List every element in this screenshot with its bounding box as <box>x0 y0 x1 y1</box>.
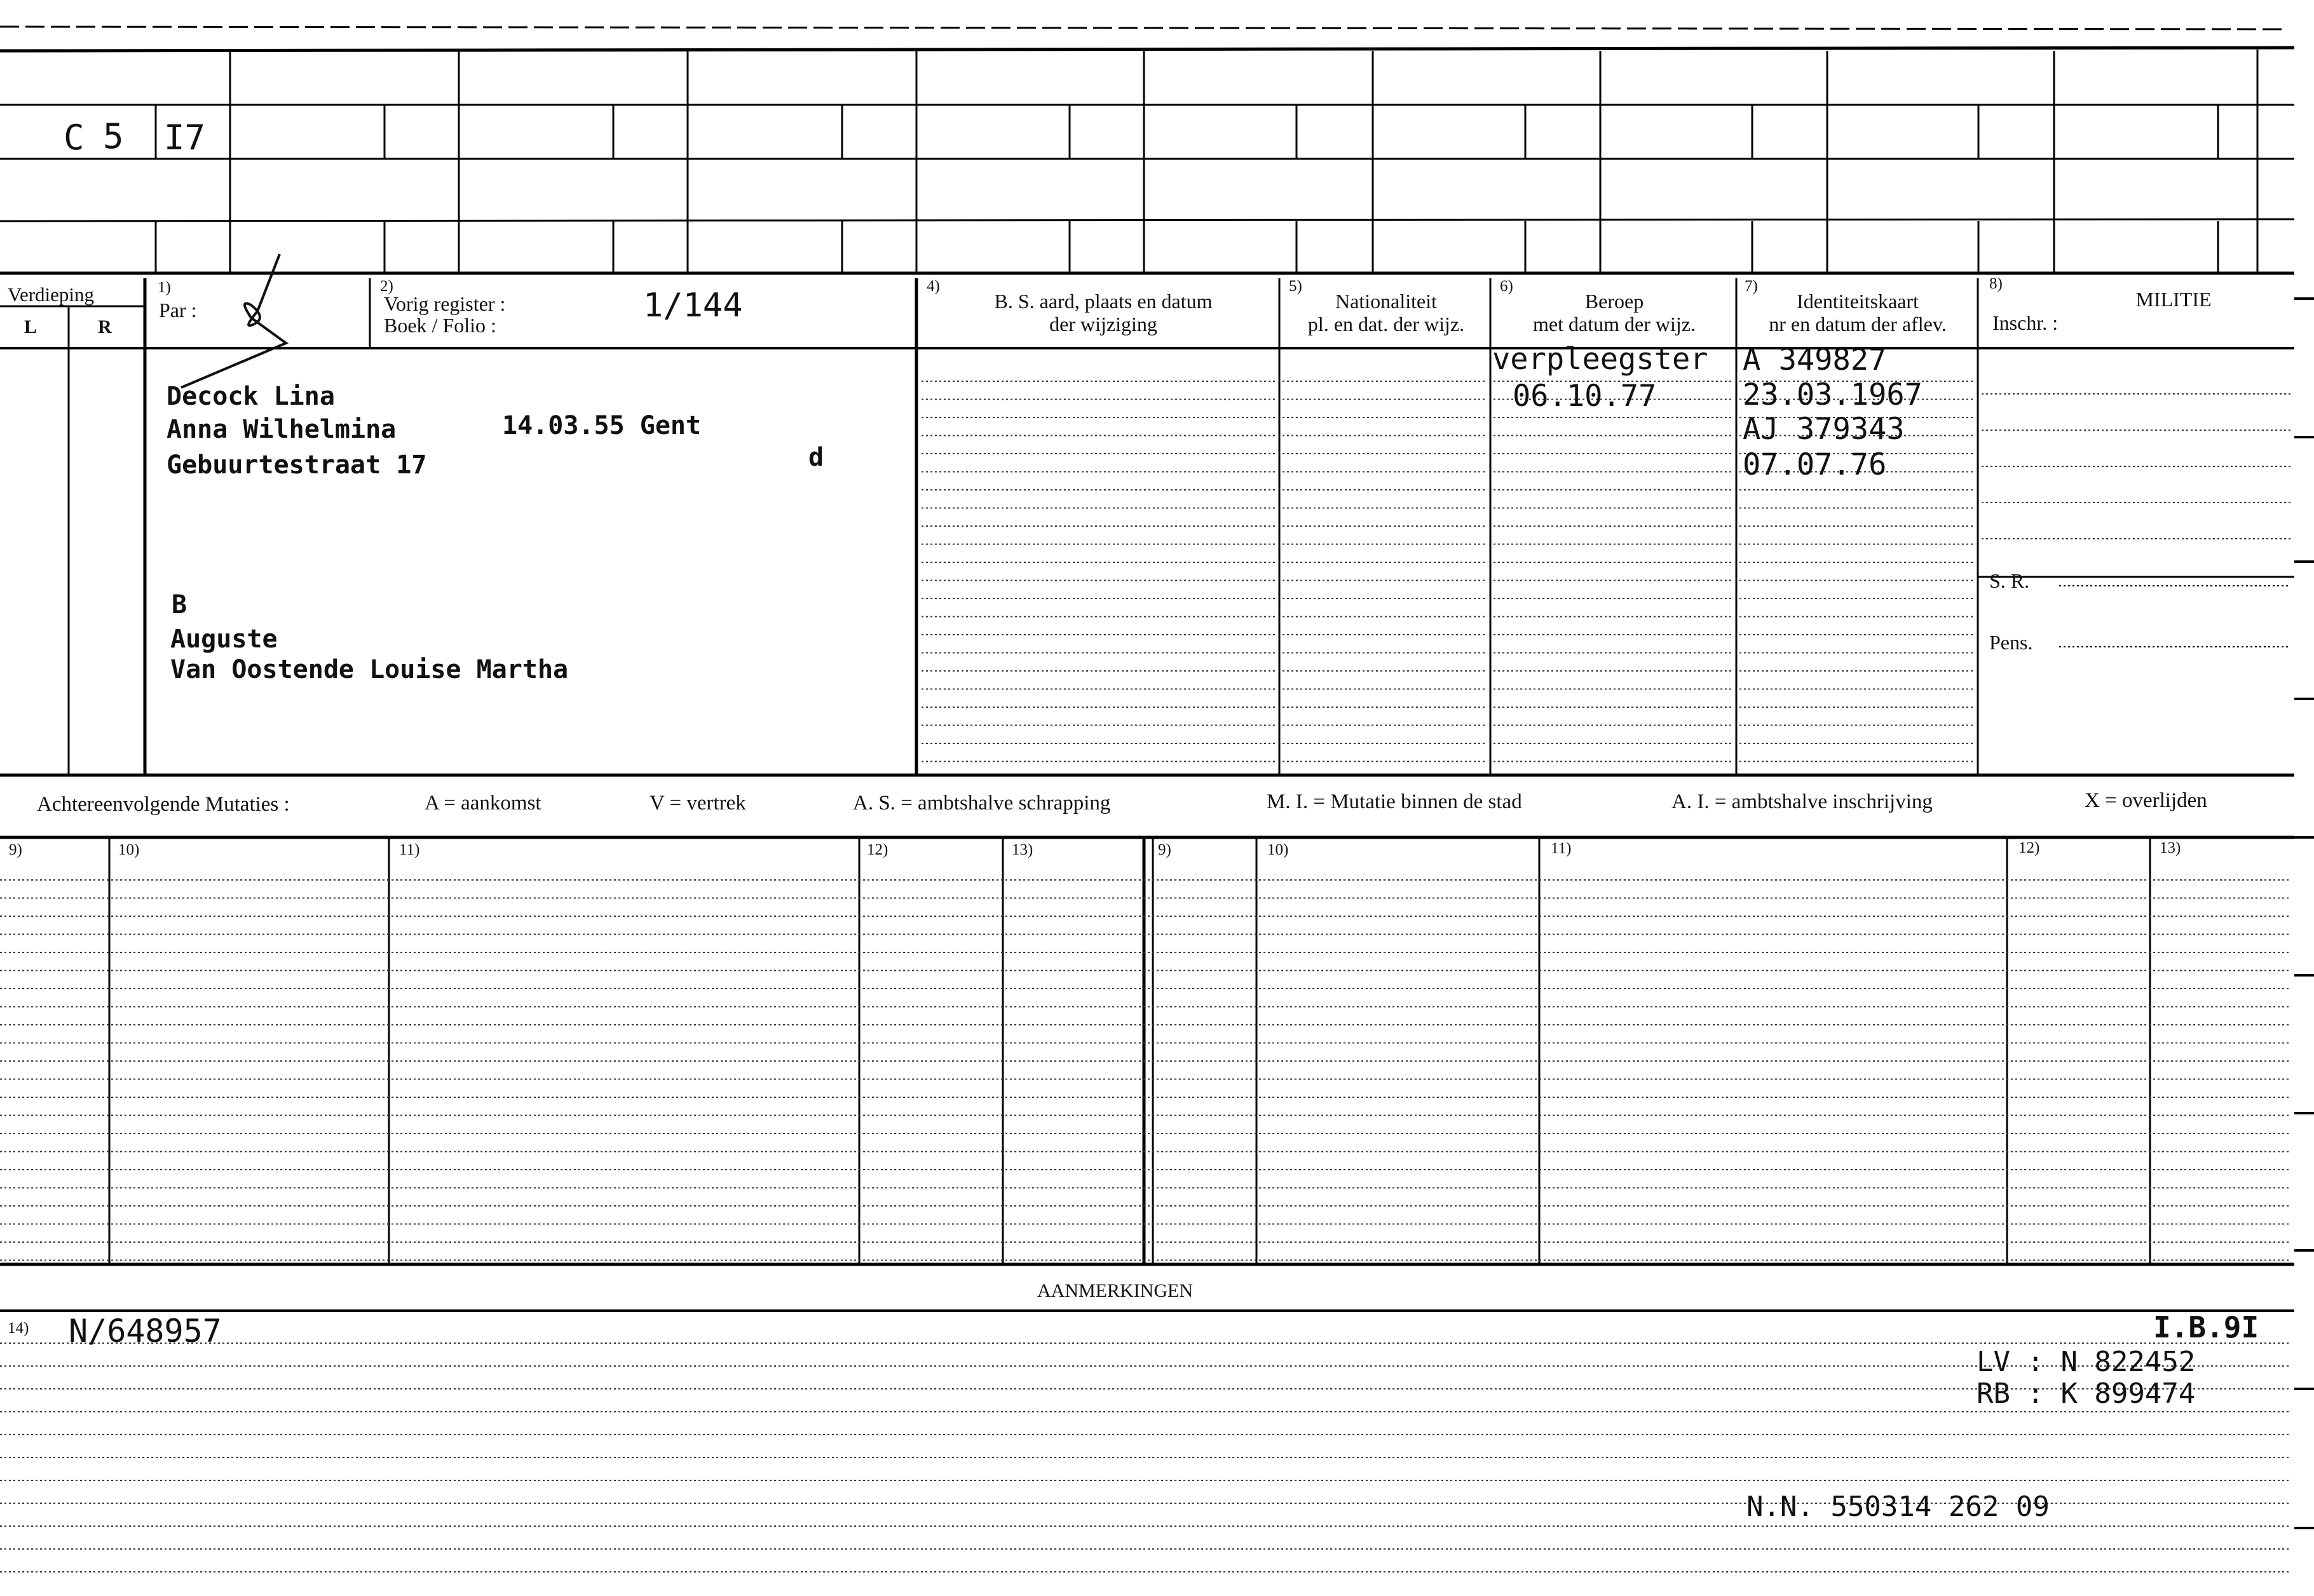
top-grid-number: 5 <box>103 116 124 156</box>
col1-num: 1) <box>158 279 171 296</box>
col5-line1: Nationaliteit <box>1335 290 1437 313</box>
mutations-col-num: 12) <box>2018 839 2040 856</box>
mutations-col-num: 12) <box>867 841 888 858</box>
top-grid-letter: C <box>64 118 85 158</box>
mutations-col-num: 10) <box>118 841 140 858</box>
inschr-label: Inschr. : <box>1992 311 2059 334</box>
col5-line2: pl. en dat. der wijz. <box>1307 313 1465 335</box>
verdieping-r: R <box>98 316 112 337</box>
identity-card-entry: A 349827 <box>1743 342 1887 377</box>
occupation-date: 06.10.77 <box>1513 379 1657 414</box>
parents-marker: B <box>172 590 187 619</box>
col7-num: 7) <box>1745 278 1758 295</box>
col6-num: 6) <box>1500 278 1513 295</box>
verdieping-label: Verdieping <box>8 283 95 306</box>
remarks-title: AANMERKINGEN <box>1037 1280 1193 1301</box>
legend-a: A = aankomst <box>425 792 541 815</box>
mutations-col-num: 11) <box>399 841 420 858</box>
mutations-col-num: 13) <box>1012 841 1033 858</box>
mutations-col-num: 13) <box>2160 839 2181 856</box>
identity-card-entry: 23.03.1967 <box>1743 377 1923 412</box>
col7-line1: Identiteitskaart <box>1797 290 1919 313</box>
par-label: Par : <box>159 299 197 321</box>
col4-line1: B. S. aard, plaats en datum <box>994 290 1213 313</box>
boek-folio-value: 1/144 <box>643 287 743 325</box>
col4-num: 4) <box>927 278 940 295</box>
remarks-code: I.B.9I <box>2153 1310 2259 1344</box>
legend-ai: A. I. = ambtshalve inschrijving <box>1671 790 1933 813</box>
father-name: Auguste <box>170 625 278 654</box>
legend-as: A. S. = ambtshalve schrapping <box>853 792 1111 815</box>
identity-card-entry: AJ 379343 <box>1743 412 1905 447</box>
mutations-col-num: 10) <box>1267 841 1289 858</box>
sr-label: S. R. <box>1989 569 2030 592</box>
legend-x: X = overlijden <box>2085 789 2207 812</box>
person-name: Decock Lina <box>167 382 335 411</box>
identity-card-entry: 07.07.76 <box>1743 447 1887 482</box>
verdieping-l: L <box>24 316 37 337</box>
occupation-value: verpleegster <box>1492 342 1708 377</box>
remarks-lv: LV : N 822452 <box>1977 1346 2196 1378</box>
col6-line2: met datum der wijz. <box>1533 313 1696 335</box>
mother-name: Van Oostende Louise Martha <box>170 655 569 684</box>
col5-num: 5) <box>1289 278 1302 295</box>
remarks-rb: RB : K 899474 <box>1977 1377 2196 1410</box>
militie-title: MILITIE <box>2135 288 2212 311</box>
remarks-num: 14) <box>8 1320 29 1337</box>
remarks-ref: N/648957 <box>69 1313 222 1349</box>
person-birth: 14.03.55 Gent <box>502 411 702 440</box>
mutations-col-num: 9) <box>1158 841 1171 858</box>
vorig-register-label: Vorig register : <box>384 292 506 315</box>
boek-folio-label: Boek / Folio : <box>384 314 496 337</box>
remarks-nn: N.N. 550314 262 09 <box>1746 1491 2050 1523</box>
mutations-col-num: 9) <box>9 841 22 858</box>
person-marker: d <box>808 443 824 472</box>
legend-v: V = vertrek <box>650 792 746 815</box>
col2-num: 2) <box>380 278 393 295</box>
legend-mi: M. I. = Mutatie binnen de stad <box>1267 790 1522 813</box>
top-grid-code: I7 <box>164 118 206 158</box>
pens-label: Pens. <box>1989 631 2033 654</box>
col6-line1: Beroep <box>1584 290 1644 313</box>
person-given-names: Anna Wilhelmina <box>167 415 397 444</box>
col8-num: 8) <box>1989 275 2003 292</box>
person-address: Gebuurtestraat 17 <box>167 450 427 480</box>
mutations-title: Achtereenvolgende Mutaties : <box>37 793 290 816</box>
col7-line2: nr en datum der aflev. <box>1769 313 1947 335</box>
mutations-col-num: 11) <box>1551 840 1572 857</box>
col4-line2: der wijziging <box>1049 313 1157 335</box>
